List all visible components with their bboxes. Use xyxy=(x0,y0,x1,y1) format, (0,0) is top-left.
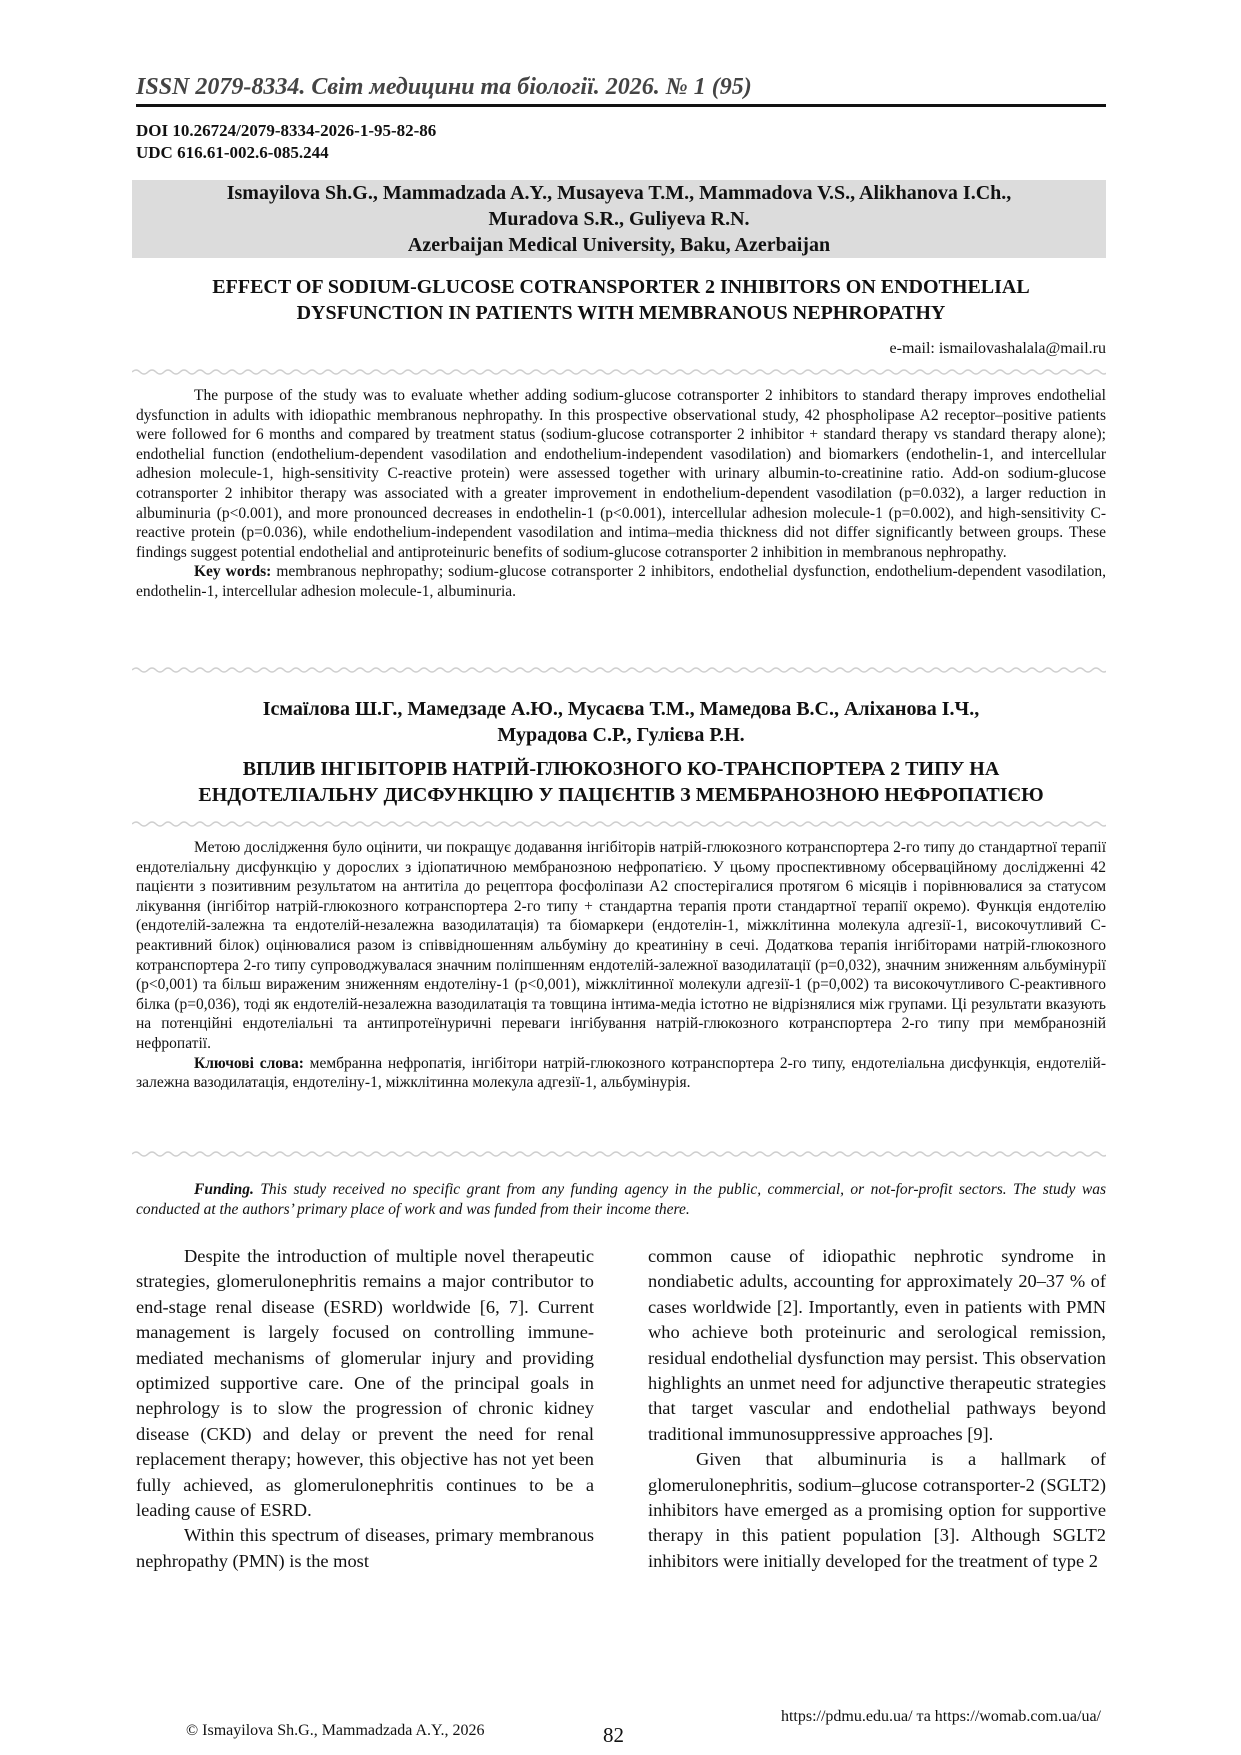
body-column-right xyxy=(648,1244,1106,1574)
authors-line-1: Ismayilova Sh.G., Mammadzada A.Y., Musayeva T.M., Mammadova V.S., Alikhanova I.Ch., xyxy=(226,182,1012,204)
authors-block-en xyxy=(132,180,1106,258)
body-right-paragraph-2: Given that albuminuria is a hallmark of glomerulonephritis, sodium–glucose cotransporter-2 (SGLT2) inhibitors have emerged as a promising option for supportive therapy in this patient population [3]. Although SGLT2 inhibitors were initially developed for the treatment of type 2 xyxy=(648,1449,1106,1571)
authors-ua-line-1: Ісмаїлова Ш.Г., Мамедзаде А.Ю., Мусаєва Т.М., Мамедова В.С., Аліханова І.Ч., xyxy=(262,698,980,720)
authors-line-2: Muradova S.R., Guliyeva R.N. xyxy=(488,208,750,230)
article-title-en xyxy=(136,274,1106,326)
funding-statement xyxy=(136,1180,1106,1219)
doi: DOI 10.26724/2079-8334-2026-1-95-82-86 xyxy=(136,121,437,140)
title-ua-line-2: ЕНДОТЕЛІАЛЬНУ ДИСФУНКЦІЮ У ПАЦІЄНТІВ З МЕМБРАНОЗНОЮ НЕФРОПАТІЄЮ xyxy=(198,784,1044,806)
article-identifiers xyxy=(136,120,436,164)
title-en-line-2: DYSFUNCTION IN PATIENTS WITH MEMBRANOUS NEPHROPATHY xyxy=(296,302,946,324)
divider-wave-4 xyxy=(132,1150,1106,1158)
body-right-paragraph-1: common cause of idiopathic nephrotic syndrome in nondiabetic adults, accounting for approximately 20–37 % of cases worldwide [2]. Importantly, even in patients with PMN who achieve both proteinuric and serological remission, residual endothelial dysfunction may persist. This observation highlights an unmet need for adjunctive therapeutic strategies that target vascular and endothelial pathways beyond traditional immunosuppressive approaches [9]. xyxy=(648,1246,1106,1444)
keywords-en-text: membranous nephropathy; sodium-glucose cotransporter 2 inhibitors, endothelial dysfunction, endothelium-dependent vasodilation, endothelin-1, intercellular adhesion molecule-1, albuminuria. xyxy=(136,563,1106,600)
keywords-en-label: Key words: xyxy=(194,563,272,581)
funding-text: This study received no specific grant from any funding agency in the public, commercial, or not-for-profit sectors. The study was conducted at the authors’ primary place of work and was funded from their income there. xyxy=(136,1181,1106,1218)
abstract-ua xyxy=(136,838,1106,1093)
keywords-ua-label: Ключові слова: xyxy=(194,1054,304,1072)
divider-wave-1 xyxy=(132,368,1106,376)
divider-wave-2 xyxy=(132,666,1106,674)
keywords-en xyxy=(136,562,1106,601)
title-en-line-1: EFFECT OF SODIUM-GLUCOSE COTRANSPORTER 2 INHIBITORS ON ENDOTHELIAL xyxy=(212,276,1030,298)
body-left-paragraph-1: Despite the introduction of multiple novel therapeutic strategies, glomerulonephritis remains a major contributor to end-stage renal disease (ESRD) worldwide [6, 7]. Current management is largely focused on controlling immune-mediated mechanisms of glomerular injury and providing optimized supportive care. One of the principal goals in nephrology is to slow the progression of chronic kidney disease (CKD) and delay or prevent the need for renal replacement therapy; however, this objective has not yet been fully achieved, as glomerulonephritis continues to be a leading cause of ESRD. xyxy=(136,1246,594,1521)
authors-block-ua xyxy=(136,696,1106,748)
authors-ua-line-2: Мурадова С.Р., Гулієва Р.Н. xyxy=(497,724,745,746)
body-left-paragraph-2: Within this spectrum of diseases, primary membranous nephropathy (PMN) is the most xyxy=(136,1525,594,1571)
body-column-left xyxy=(136,1244,594,1574)
copyright: © Ismayilova Sh.G., Mammadzada A.Y., 2026 xyxy=(186,1722,485,1739)
affiliation: Azerbaijan Medical University, Baku, Azerbaijan xyxy=(407,234,831,256)
title-ua-line-1: ВПЛИВ ІНГІБІТОРІВ НАТРІЙ-ГЛЮКОЗНОГО КО-ТРАНСПОРТЕРА 2 ТИПУ НА xyxy=(242,758,1000,780)
header-rule xyxy=(136,104,1106,107)
keywords-ua-text: мембранна нефропатія, інгібітори натрій-глюкозного котранспортера 2-го типу, ендотеліальна дисфункція, ендотелій-залежна вазодилатація, ендотеліну-1, міжклітинна молекула адгезії-1, альбумінурія. xyxy=(136,1054,1106,1092)
divider-wave-3 xyxy=(132,820,1106,828)
page-number: 82 xyxy=(603,1723,624,1747)
keywords-ua xyxy=(136,1054,1106,1093)
footer-urls: https://pdmu.edu.ua/ та https://womab.com.ua/ua/ xyxy=(780,1708,1101,1725)
contact-email: e-mail: ismailovashalala@mail.ru xyxy=(889,340,1106,357)
abstract-en xyxy=(136,386,1106,602)
article-title-ua xyxy=(136,756,1106,808)
abstract-en-text: The purpose of the study was to evaluate whether adding sodium-glucose cotransporter 2 inhibitors to standard therapy improves endothelial dysfunction in adults with idiopathic membranous nephropathy. In this prospective observational study, 42 phospholipase A2 receptor–positive patients were followed for 6 months and compared by treatment status (sodium-glucose cotransporter 2 inhibitor + standard therapy vs standard therapy alone); endothelial function (endothelium-dependent vasodilation and endothelium-independent vasodilation) and biomarkers (endothelin-1, and intercellular adhesion molecule-1, high-sensitivity C-reactive protein) were assessed together with urinary albumin-to-creatinine ratio. Add-on sodium-glucose cotransporter 2 inhibitor therapy was associated with a greater improvement in endothelium-dependent vasodilation (p=0.032), a larger reduction in albuminuria (p<0.001), and more pronounced decreases in endothelin-1 (p<0.001), intercellular adhesion molecule-1 (p=0.002), and high-sensitivity C-reactive protein (p=0.036), while endothelium-independent vasodilation and intima–media thickness did not differ significantly between groups. These findings suggest potential endothelial and antiproteinuric benefits of sodium-glucose cotransporter 2 inhibition in membranous nephropathy. xyxy=(136,387,1106,561)
abstract-ua-text: Метою дослідження було оцінити, чи покращує додавання інгібіторів натрій-глюкозного котранспортера 2-го типу до стандартної терапії ендотеліальну дисфункцію у дорослих з ідіопатичною мембранозною нефропатією. У цьому проспективному обсерваційному дослідженні 42 пацієнти з позитивним результатом на антитіла до рецептора фосфоліпази А2 спостерігалися протягом 6 місяців і порівнювалися за статусом лікування (інгібітор натрій-глюкозного котранспортера 2-го типу + стандартна терапія проти стандартної терапії окремо). Функція ендотелію (ендотелій-залежна та ендотелій-незалежна вазодилатація) та біомаркери (ендотелін-1, міжклітинна молекула адгезії-1, високочутливий С-реактивний білок) оцінювалися разом із співвідношенням альбуміну до креатиніну в сечі. Додаткова терапія інгібіторами натрій-глюкозного котранспортера 2-го типу супроводжувалася значним поліпшенням ендотелій-залежної вазодилатації (p=0,032), значним зниженням альбумінурії (p<0,001) та більш вираженим зниженням ендотеліну-1 (p<0,001), міжклітинної молекули адгезії-1 (p=0,002) та високочутливого С-реактивного білка (p=0,036), тоді як ендотелій-незалежна вазодилатація та товщина інтима-медіа істотно не відрізнялися між групами. Ці результати вказують на потенційні ендотеліальні та антипротеїнуричні переваги інгібування натрій-глюкозного котранспортера 2-го типу при мембранозній нефропатії. xyxy=(136,839,1106,1052)
journal-header: ISSN 2079-8334. Світ медицини та біології. 2026. № 1 (95) xyxy=(136,74,752,100)
udc: UDC 616.61-002.6-085.244 xyxy=(136,143,329,162)
funding-label: Funding. xyxy=(194,1181,254,1198)
